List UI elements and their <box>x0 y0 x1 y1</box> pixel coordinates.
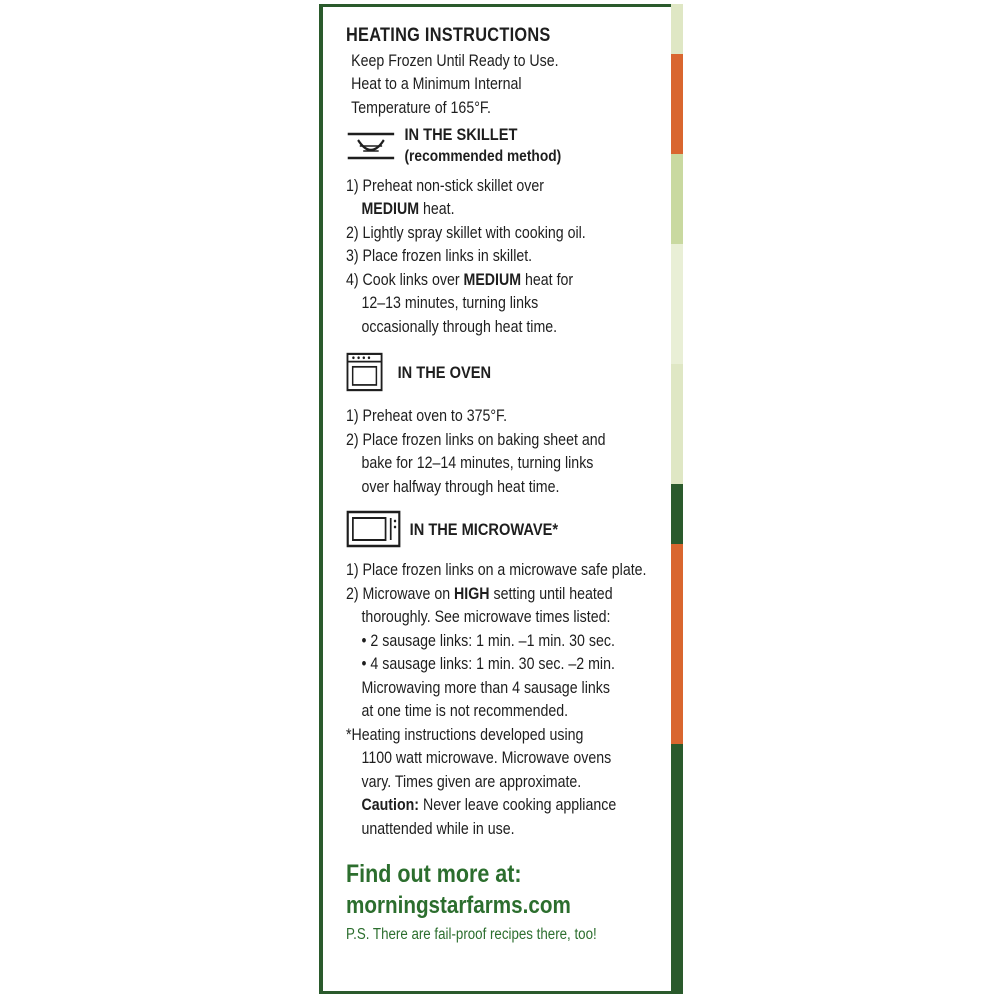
step-text: 12–13 minutes, turning links <box>361 294 539 312</box>
note-text: *Heating instructions developed using <box>346 725 584 744</box>
intro-line: Temperature of 165°F. <box>351 98 491 117</box>
oven-heading: IN THE OVEN <box>397 362 492 382</box>
microwave-step-1: 1) Place frozen links on a microwave safe plate. <box>346 561 647 579</box>
intro-line: Heat to a Minimum Internal <box>351 75 522 93</box>
step-bold: MEDIUM <box>463 270 522 289</box>
skillet-step-4 <box>346 269 666 340</box>
skillet-step-2: 2) Lightly spray skillet with cooking oil. <box>346 223 586 242</box>
intro-text <box>346 50 666 121</box>
caution-text: Never leave cooking appliance <box>419 796 617 814</box>
find-out-more: Find out more at: <box>346 860 522 888</box>
step-text: heat for <box>521 270 574 289</box>
microwave-step-2 <box>346 583 666 724</box>
caution-label: Caution: <box>361 796 420 814</box>
step-text: over halfway through heat time. <box>361 477 560 496</box>
oven-icon <box>346 349 389 395</box>
skillet-heading: IN THE SKILLET <box>404 125 518 144</box>
microwave-section-header <box>346 509 666 549</box>
package-side-strip <box>671 4 683 994</box>
time-bullet: • 2 sausage links: 1 min. –1 min. 30 sec. <box>361 631 615 650</box>
step-text: setting until heated <box>489 584 613 603</box>
oven-step-2 <box>346 429 666 500</box>
step-text: Microwaving more than 4 sausage links <box>361 678 610 697</box>
microwave-icon <box>346 509 401 549</box>
intro-line: Keep Frozen Until Ready to Use. <box>351 51 559 70</box>
step-text: at one time is not recommended. <box>361 702 569 720</box>
step-text: occasionally through heat time. <box>361 317 558 336</box>
step-text: 2) Microwave on <box>346 584 455 603</box>
note-text: 1100 watt microwave. Microwave ovens <box>361 749 612 767</box>
microwave-heading: IN THE MICROWAVE* <box>409 519 559 539</box>
instructions-title: HEATING INSTRUCTIONS <box>346 25 551 46</box>
footer <box>346 859 666 947</box>
step-text: heat. <box>419 200 455 218</box>
step-bold: MEDIUM <box>361 200 420 218</box>
time-bullet: • 4 sausage links: 1 min. 30 sec. –2 min. <box>361 655 615 673</box>
oven-section-header <box>346 349 666 395</box>
skillet-step-3: 3) Place frozen links in skillet. <box>346 247 533 265</box>
website-link: morningstarfarms.com <box>346 892 571 919</box>
oven-step-1: 1) Preheat oven to 375°F. <box>346 407 508 425</box>
step-text: 4) Cook links over <box>346 270 464 289</box>
skillet-subheading: (recommended method) <box>404 148 562 165</box>
heating-instructions <box>346 24 666 947</box>
skillet-section-header <box>346 124 666 169</box>
skillet-step-1 <box>346 175 666 222</box>
note-text: vary. Times given are approximate. <box>361 772 582 791</box>
postscript: P.S. There are fail-proof recipes there, too! <box>346 926 597 943</box>
step-text: 1) Preheat non-stick skillet over <box>346 176 544 195</box>
microwave-footnote <box>346 724 666 842</box>
step-bold: HIGH <box>454 584 490 603</box>
step-text: thoroughly. See microwave times listed: <box>361 608 611 626</box>
skillet-icon <box>346 126 396 166</box>
step-text: 2) Place frozen links on baking sheet and <box>346 430 606 449</box>
caution-text: unattended while in use. <box>361 819 515 838</box>
step-text: bake for 12–14 minutes, turning links <box>361 454 594 472</box>
